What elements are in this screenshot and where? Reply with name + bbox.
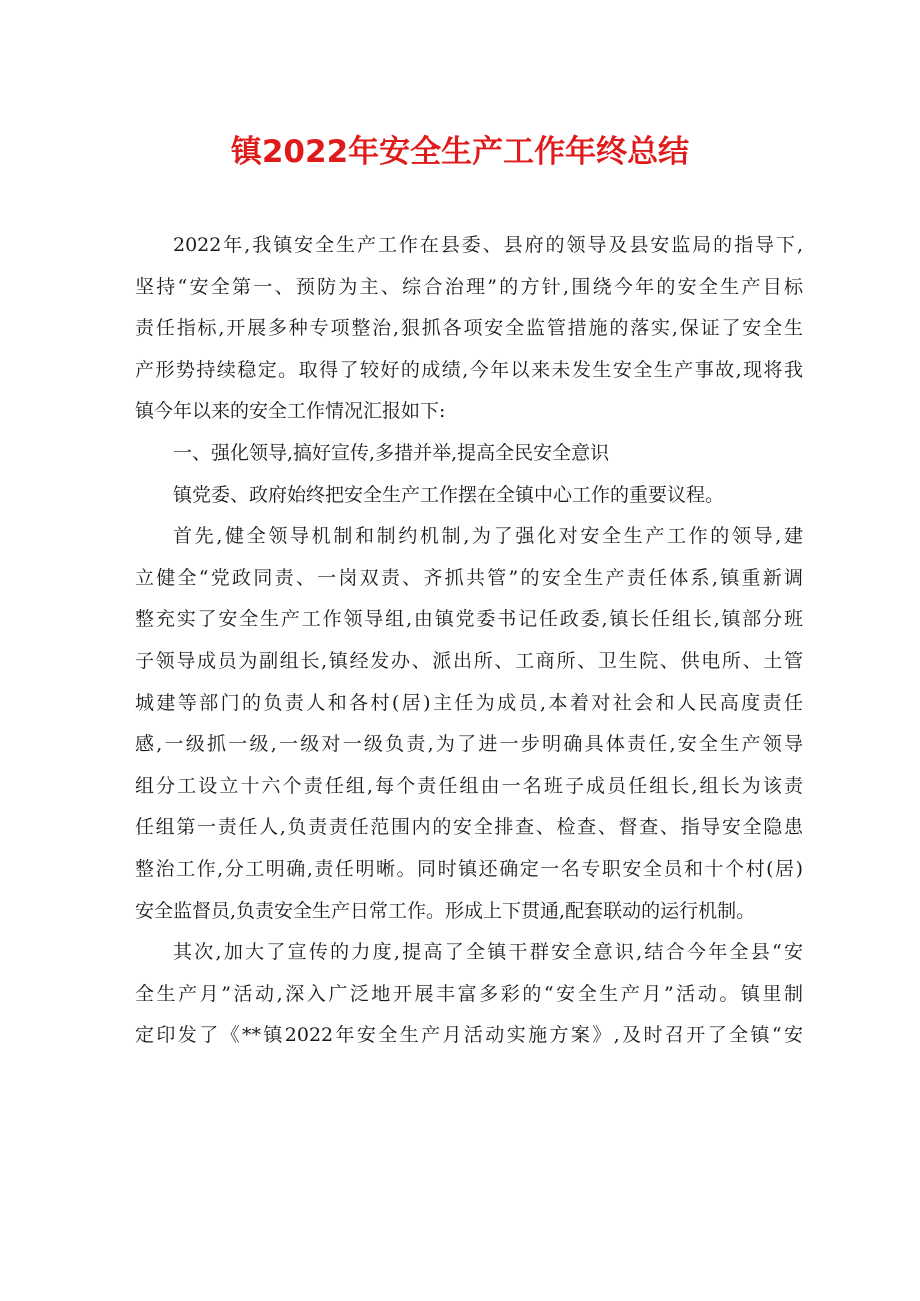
body-line: 组分工设立十六个责任组,每个责任组由一名班子成员任组长,组长为该责 xyxy=(135,774,803,797)
body-line: 镇今年以来的安全工作情况汇报如下: xyxy=(135,400,446,423)
body-line: 责任指标,开展多种专项整治,狠抓各项安全监管措施的落实,保证了安全生 xyxy=(135,317,803,340)
body-line: 子领导成员为副组长,镇经发办、派出所、工商所、卫生院、供电所、土管 xyxy=(135,649,803,672)
document-title: 镇2022年安全生产工作年终总结 xyxy=(230,134,690,170)
body-line: 定印发了《**镇2022年安全生产月活动实施方案》,及时召开了全镇“安 xyxy=(135,1024,803,1047)
body-line: 感,一级抓一级,一级对一级负责,为了进一步明确具体责任,安全生产领导 xyxy=(135,733,803,756)
body-line: 整治工作,分工明确,责任明晰。同时镇还确定一名专职安全员和十个村(居) xyxy=(135,857,803,880)
body-line: 立健全“党政同责、一岗双责、齐抓共管”的安全生产责任体系,镇重新调 xyxy=(135,566,803,589)
body-line: 城建等部门的负责人和各村(居)主任为成员,本着对社会和人民高度责任 xyxy=(135,691,803,714)
body-line: 任组第一责任人,负责责任范围内的安全排查、检查、督查、指导安全隐患 xyxy=(135,816,803,839)
body-line: 全生产月”活动,深入广泛地开展丰富多彩的“安全生产月”活动。镇里制 xyxy=(135,982,803,1005)
body-line: 安全监督员,负责安全生产日常工作。形成上下贯通,配套联动的运行机制。 xyxy=(135,899,756,922)
body-line: 其次,加大了宣传的力度,提高了全镇干群安全意识,结合今年全县“安 xyxy=(173,941,803,964)
body-line: 首先,健全领导机制和制约机制,为了强化对安全生产工作的领导,建 xyxy=(173,525,803,548)
document-body xyxy=(135,225,803,1057)
body-line: 坚持“安全第一、预防为主、综合治理”的方针,围绕今年的安全生产目标 xyxy=(135,275,803,298)
body-line: 一、强化领导,搞好宣传,多措并举,提高全民安全意识 xyxy=(173,441,610,464)
body-line: 整充实了安全生产工作领导组,由镇党委书记任政委,镇长任组长,镇部分班 xyxy=(135,608,803,631)
body-line: 镇党委、政府始终把安全生产工作摆在全镇中心工作的重要议程。 xyxy=(173,483,725,506)
body-line: 产形势持续稳定。取得了较好的成绩,今年以来未发生安全生产事故,现将我 xyxy=(135,358,803,381)
body-line: 2022年,我镇安全生产工作在县委、县府的领导及县安监局的指导下, xyxy=(173,234,803,256)
